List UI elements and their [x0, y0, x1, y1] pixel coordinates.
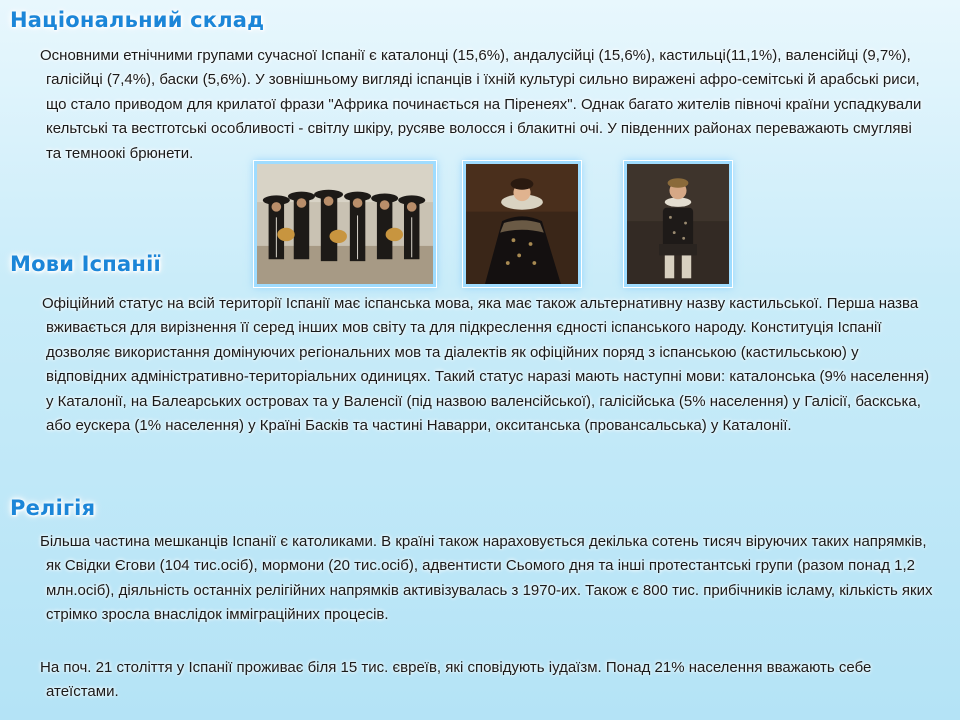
section-title-ethnic: Національний склад — [10, 8, 265, 32]
section-title-languages: Мови Іспанії — [10, 252, 161, 276]
religion-paragraph-1: Більша частина мешканців Іспанії є католиками. В країні також нараховується декілька сотень тисяч віруючих таких напрямків, як Свідки Єгови (104 тис.осіб), мормони (20 тис.осіб), адвентисти Сьомого дня та інші протестантські групи (разом понад 1,2 млн.осіб), діяльність останніх релігійних напрямків активізувалась з 1970-их. Також є 800 тис. прибічників ісламу, кількість яких стрімко зросла внаслідок імміграційних процесів. — [40, 533, 933, 624]
religion-paragraph-2: На поч. 21 століття у Іспанії проживає біля 15 тис. євреїв, які сповідують іудаїзм. Понад 21% населення вважають себе атеїстами. — [40, 659, 872, 701]
languages-paragraph: Офіційний статус на всій території Іспанії має іспанська мова, яка має також альтернативну назву кастильської. Перша назва вживається для вирізнення її серед інших мов світу та для підкреслення єдності іспанського народу. Конституція Іспанії дозволяє використання домінуючих регіональних мов та діалектів як офіційних поряд з іспанською (кастильською) у відповідних адміністративно-територіальних одиницях. Такий статус наразі мають наступні мови: каталонська (9% населення) у Каталонії, на Балеарських островах та у Валенсії (під назвою валенсійської), галісійська (5% населення) у Галісії, баскська, або еускера (1% населення) у Країні Басків та частині Наварри, окситанська (провансальська) у Каталонії. — [42, 295, 930, 435]
section-title-religion: Релігія — [10, 496, 96, 520]
noblewoman-portrait — [463, 161, 581, 287]
nobleman-portrait — [624, 161, 732, 287]
ethnic-paragraph: Основними етнічними групами сучасної Іспанії є каталонці (15,6%), андалусійці (15,6%), кастильці(11,1%), валенсійці (9,7%), галісійці (7,4%), баски (5,6%). У зовнішньому вигляді іспанців і їхній культурі сильно виражені афро-семітські й арабські риси, що стало приводом для крилатої фрази "Африка починається на Піренеях". Однак багато жителів півночі країни успадкували кельтські та вестготські особливості - світлу шкіру, русяве волосся і блакитні очі. У південних районах переважають смугляві та темноокі брюнети. — [40, 47, 922, 162]
mariachi-band-photo — [254, 161, 436, 287]
